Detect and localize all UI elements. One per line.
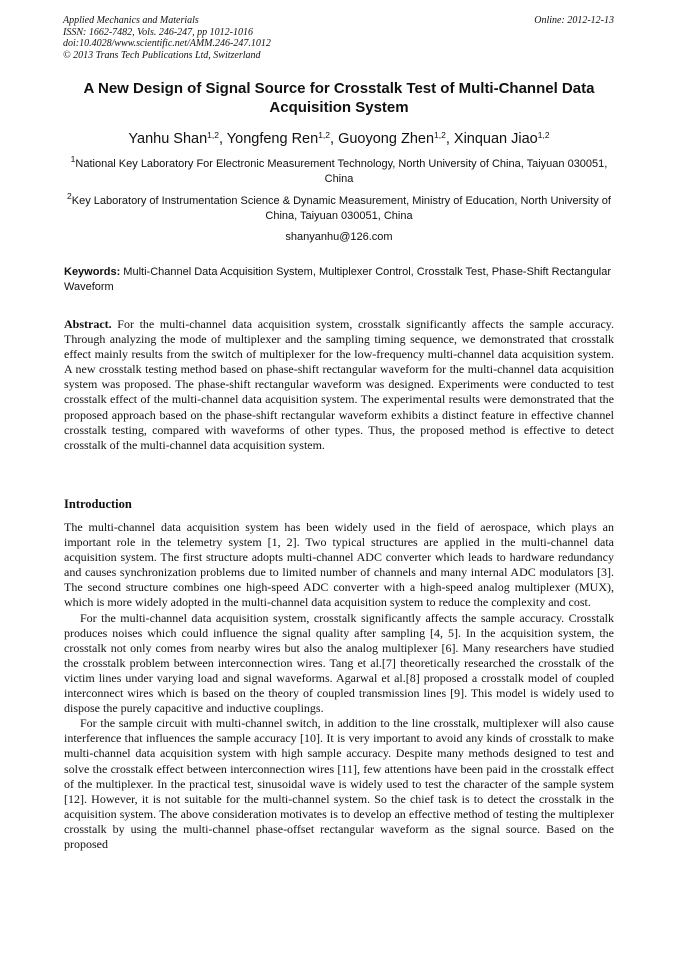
keywords-text: Multi-Channel Data Acquisition System, Multiplexer Control, Crosstalk Test, Phase-Shift Rectangular Waveform (64, 266, 611, 293)
author-email: shanyanhu@126.com (285, 231, 393, 243)
issn-line: ISSN: 1662-7482, Vols. 246-247, pp 1012-1016 (63, 26, 253, 38)
author-affiliation-mark: 1,2 (434, 130, 446, 140)
author-affiliation-mark: 1,2 (318, 130, 331, 140)
doi-line: doi:10.4028/www.scientific.net/AMM.246-247.1012 (63, 38, 271, 50)
keywords-label: Keywords: (64, 266, 121, 278)
paper-title: A New Design of Signal Source for Crosstalk Test of Multi-Channel Data Acquisition System (83, 80, 595, 116)
author-name: Yongfeng Ren (226, 131, 319, 147)
author-list (60, 130, 618, 148)
running-header (63, 15, 271, 61)
author-name: Xinquan Jiao (453, 131, 538, 147)
copyright-line: © 2013 Trans Tech Publications Ltd, Switzerland (63, 49, 261, 61)
keywords-block (64, 265, 614, 294)
affiliation-mark: 2 (67, 191, 72, 201)
author-name: Yanhu Shan (128, 131, 208, 147)
author-name: Guoyong Zhen (338, 131, 435, 147)
affiliation-2 (64, 191, 614, 223)
online-date: Online: 2012-12-13 (534, 15, 614, 26)
affiliation-1 (64, 154, 614, 186)
body-paragraph: The multi-channel data acquisition system has been widely used in the field of aerospace, which plays an important role in the telemetry system [1, 2]. Two typical structures are applied in the multi-channel data acquisition system. The first structure adopts multi-channel ADC converter which leads to hardware redundancy and causes synchronization problems due to limited number of channels and many internal ADC modulators [3]. The second structure combines one high-speed ADC converter with a high-speed analog multiplexer (MUX), which is more widely adopted in the multi-channel data acquisition system to reduce the complexity and cost. (64, 520, 614, 610)
affiliation-text: Key Laboratory of Instrumentation Science & Dynamic Measurement, Ministry of Education, North University of China, Taiyuan 030051, China (71, 195, 611, 222)
abstract-text: For the multi-channel data acquisition system, crosstalk significantly affects the sample accuracy. Through analyzing the mode of multiplexer and the sampling timing sequence, we demonstrated that crosstalk effect mainly results from the switch of multiplexer for the low-frequency multi-channel data acquisition system. A new crosstalk testing method based on phase-shift rectangular waveform for the multi-channel data acquisition system was proposed. The phase-shift rectangular waveform was designed. Experiments were conducted to test crosstalk effect of the multi-channel data acquisition system. The experimental results were demonstrated that the proposed approach based on the phase-shift rectangular waveform exhibits a distinct feature in effective channel crosstalk testing, compared with waveforms of other types. Thus, the proposed method is effective to detect crosstalk of the multi-channel data acquisition system. (64, 317, 614, 452)
journal-name: Applied Mechanics and Materials (63, 15, 199, 26)
abstract-block (64, 317, 614, 453)
section-heading-introduction: Introduction (64, 497, 132, 511)
body-paragraph: For the sample circuit with multi-channel switch, in addition to the line crosstalk, multiplexer will also cause interference that influences the sample accuracy [10]. It is very important to avoid any kinds of crosstalk to make multi-channel data acquisition system with high sample accuracy. Despite many methods designed to test and solve the crosstalk effect between interconnection wires [11], few attentions have been paid in the crosstalk effect of the multiplexer. In the practical test, sinusoidal wave is widely used to test the character of the sample system [12]. However, it is not suitable for the multi-channel system. So the chief task is to detect the crosstalk in the acquisition system. The above consideration motivates is to develop an effective method of testing the multiplexer crosstalk by using the multi-channel phase-offset rectangular waveform as the signal source. Based on the proposed (64, 716, 614, 851)
abstract-label: Abstract. (64, 317, 112, 331)
author-affiliation-mark: 1,2 (207, 130, 219, 140)
body-paragraph: For the multi-channel data acquisition system, crosstalk significantly affects the sample accuracy. Crosstalk produces noises which could influence the signal quality after sampling [4, 5]. In the acquisition system, the crosstalk not only comes from nearby wires but also the analog multiplexer [6]. Many researchers have studied the crosstalk problem between interconnection wires. Tang et al.[7] theoretically researched the crosstalk of the victim lines under varying load and signal waveforms. Agarwal et al.[8] proposed a crosstalk model of coupled interconnect wires which is based on the theory of coupled transmission lines [9]. This model is widely used to dispose the purely capacitive and inductive couplings. (64, 610, 614, 716)
affiliation-text: National Key Laboratory For Electronic Measurement Technology, North University of China, Taiyuan 030051, China (75, 158, 608, 185)
introduction-body (64, 520, 614, 852)
author-affiliation-mark: 1,2 (537, 130, 550, 140)
author-separator: , (219, 131, 227, 147)
affiliation-mark: 1 (70, 154, 76, 164)
author-separator: , (445, 131, 454, 147)
author-separator: , (330, 131, 339, 147)
